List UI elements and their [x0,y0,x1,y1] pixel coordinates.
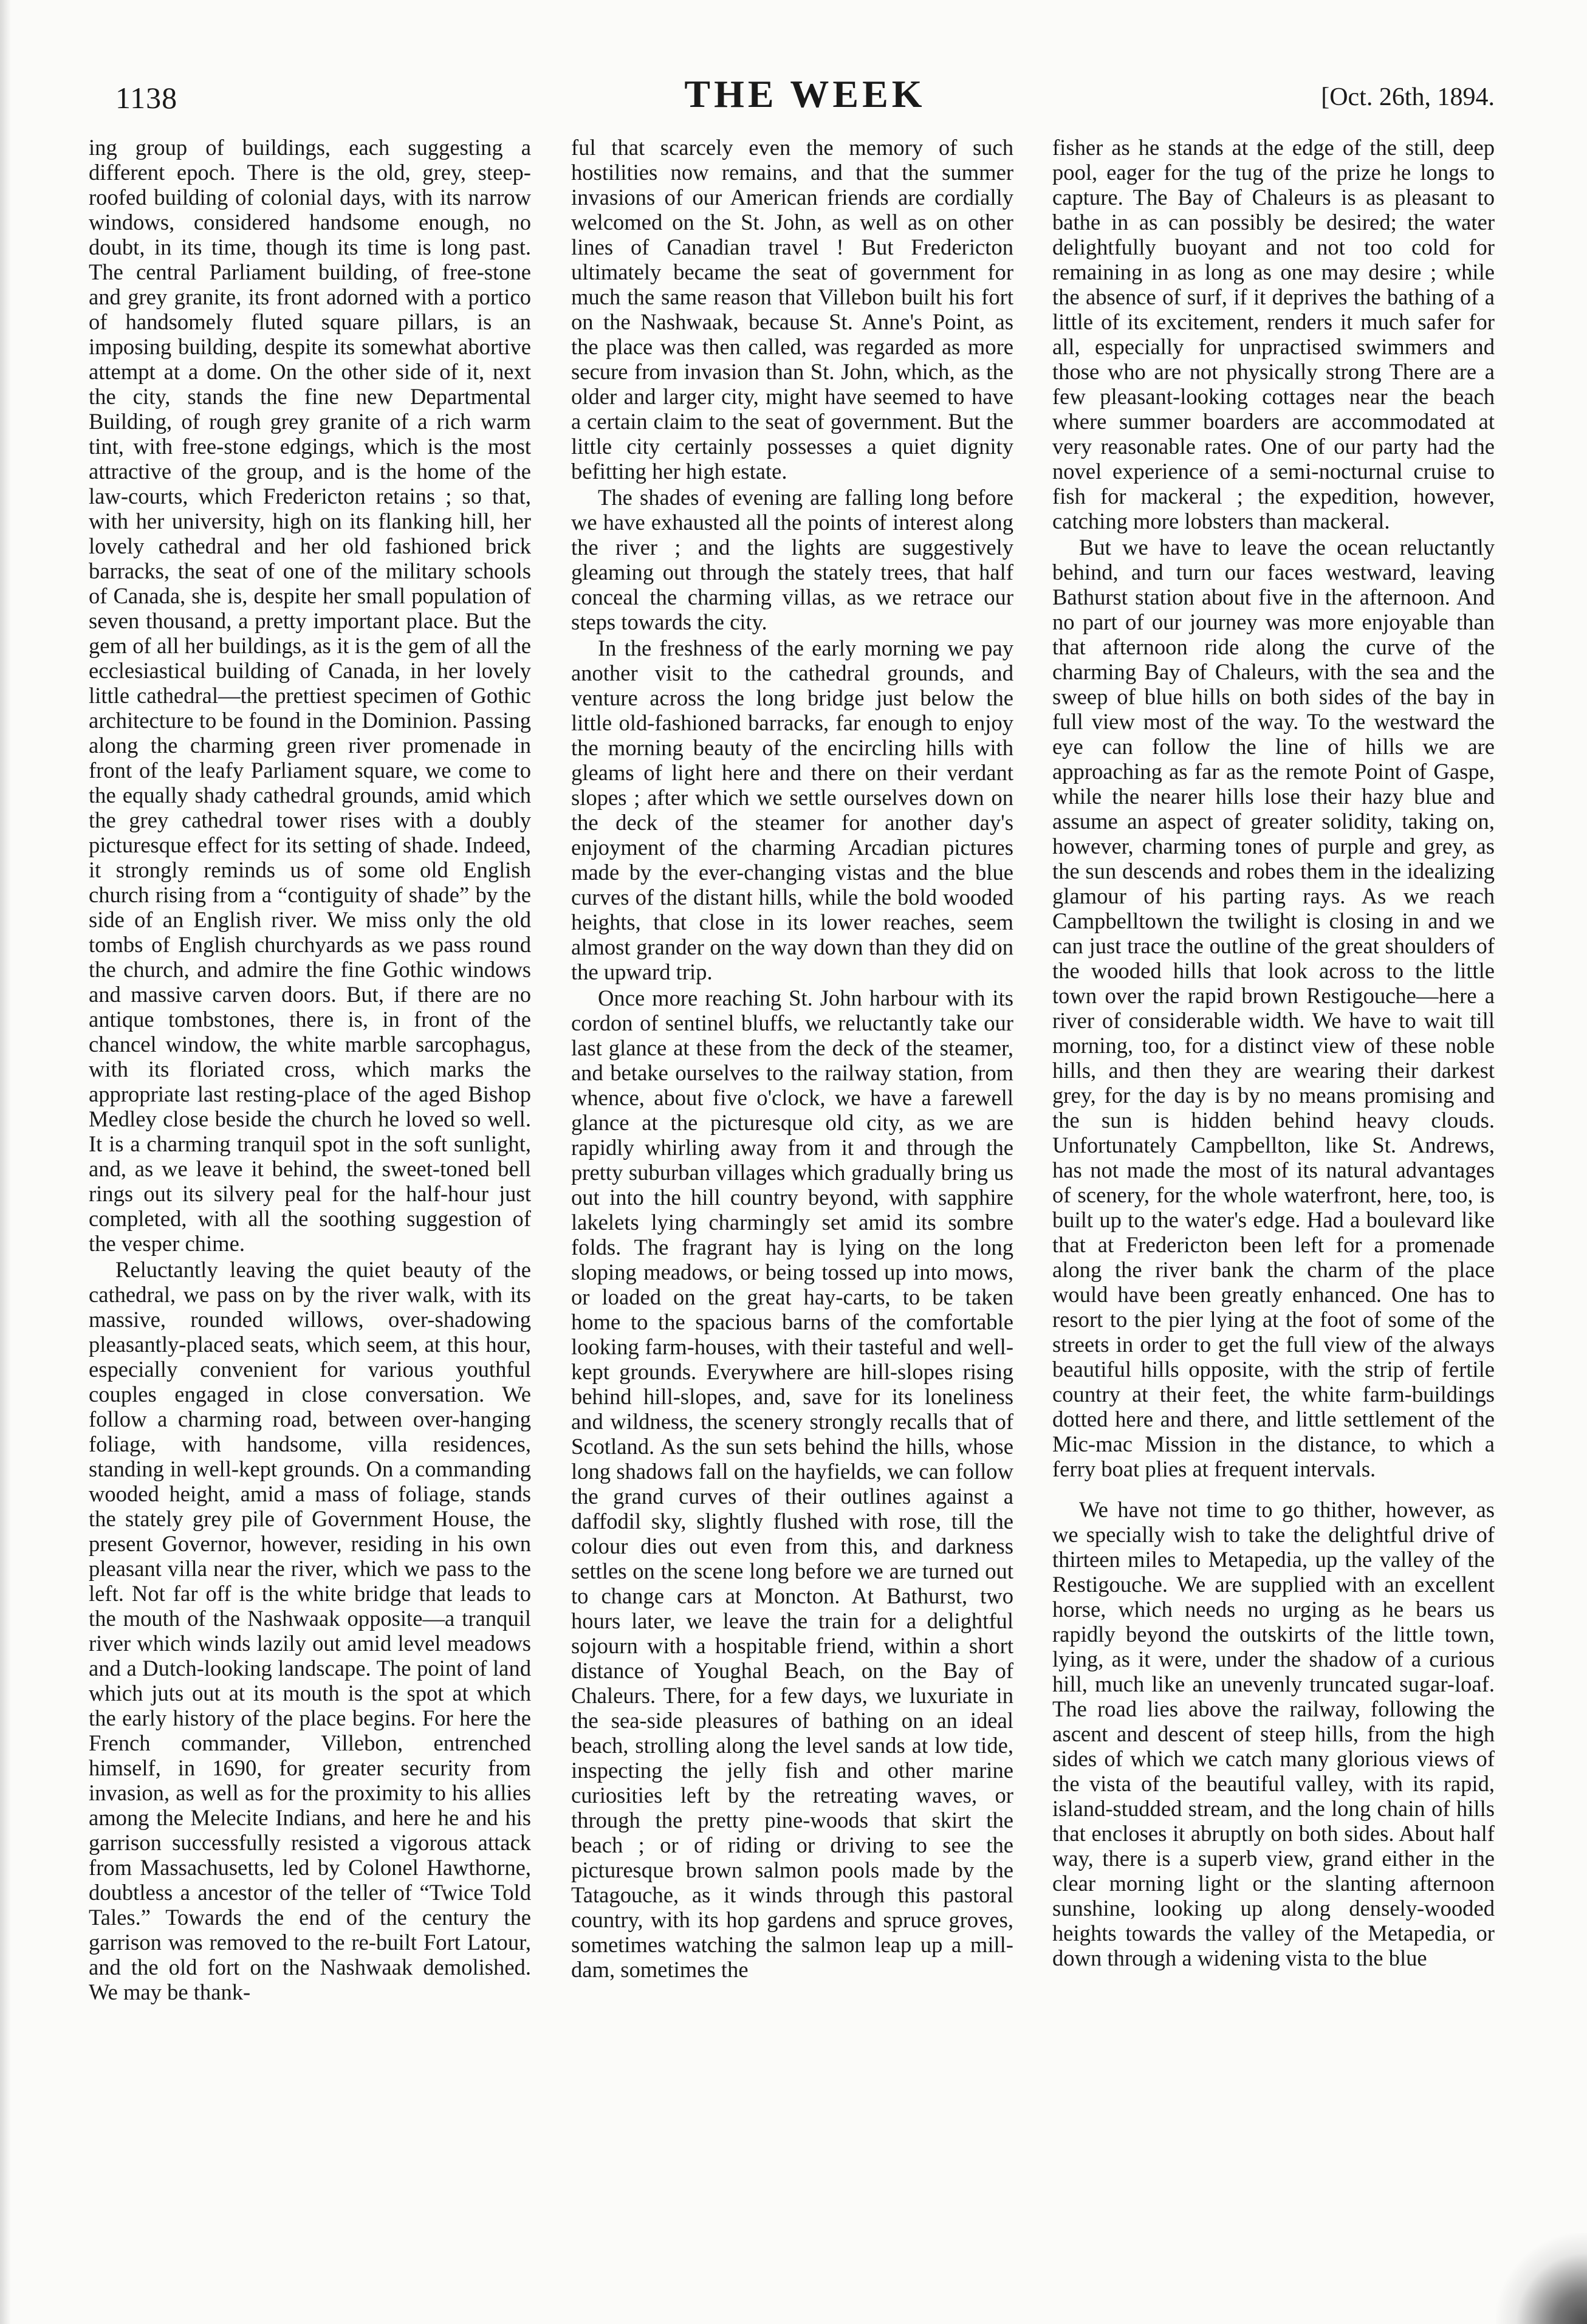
paragraph: ing group of buildings, each suggesting a different epoch. There is the old, grey, steep-roofed building of colonial days, with its narrow windows, considered handsome enough, no doubt, in its time, though its time is long past. The central Parliament building, of free-stone and grey granite, its front adorned with a portico of handsomely fluted square pillars, is an imposing building, despite its somewhat abortive attempt at a dome. On the other side of it, next the city, stands the fine new Departmental Building, of rough grey granite of a rich warm tint, with free-stone edgings, which is the most attractive of the group, and is the home of the law-courts, which Fredericton retains ; so that, with her university, high on its flanking hill, her lovely cathedral and her old fashioned brick barracks, the seat of one of the military schools of Canada, she is, despite her small population of seven thousand, a pretty important place. But the gem of all her buildings, as it is the gem of all the ecclesiastical building of Canada, in her lovely little cathedral—the prettiest specimen of Gothic architecture to be found in the Dominion. Passing along the charming green river promenade in front of the leafy Parliament square, we come to the equally shady cathedral grounds, amid which the grey cathedral tower rises with a doubly picturesque effect for its setting of shade. Indeed, it strongly reminds us of some old English church rising from a “contiguity of shade” by the side of an English river. We miss only the old tombs of English churchyards as we pass round the church, and admire the fine Gothic windows and massive carven doors. But, if there are no antique tombstones, there is, in front of the chancel window, the white marble sarcophagus, with its floriated cross, which marks the appropriate last resting-place of the aged Bishop Medley close beside the church he loved so well. It is a charming tranquil spot in the soft sunlight, and, as we leave it behind, the sweet-toned bell rings out its silvery peal for the half-hour just completed, with all the soothing suggestion of the vesper chime. [89,135,531,1256]
paragraph: We have not time to go thither, however, as we specially wish to take the delightful drive of thirteen miles to Metapedia, up the valley of the Restigouche. We are supplied with an excellent horse, which needs no urging as he bears us rapidly beyond the outskirts of the little town, lying, as it were, under the shadow of a curious hill, much like an unevenly truncated sugar-loaf. The road lies above the railway, following the ascent and descent of steep hills, from the high sides of which we catch many glorious views of the vista of the beautiful valley, with its rapid, island-studded stream, and the long chain of hills that encloses it abruptly on both sides. About half way, there is a superb view, grand either in the clear morning light or the slanting afternoon sunshine, looking up along densely-wooded heights towards the valley of the Metapedia, or down through a widening vista to the blue [1052,1497,1495,1970]
paragraph: But we have to leave the ocean reluctantly behind, and turn our faces westward, leaving Bathurst station about five in the afternoon. And no part of our journey was more enjoyable than that afternoon ride along the curve of the charming Bay of Chaleurs, with the sea and the sweep of blue hills on both sides of the bay in full view most of the way. To the westward the eye can follow the line of hills we are approaching as far as the remote Point of Gaspe, while the nearer hills lose their hazy blue and assume an aspect of greater solidity, taking on, however, charming tones of purple and grey, as the sun descends and robes them in the idealizing glamour of his parting rays. As we reach Campbelltown the twilight is closing in and we can just trace the outline of the great shoulders of the wooded hills that look across to the little town over the rapid brown Restigouche—here a river of considerable width. We have to wait till morning, too, for a distinct view of these noble hills, and then they are wearing their darkest grey, for the day is by no means promising and the sun is hidden behind heavy clouds. Unfortunately Campbellton, like St. Andrews, has not made the most of its natural advantages of scenery, for the whole waterfront, here, too, is built up to the water's edge. Had a boulevard like that at Fredericton been left for a promenade along the river bank the charm of the place would have been greatly enhanced. One has to resort to the pier lying at the foot of some of the streets in order to get the full view of the always beautiful hills opposite, with the strip of fertile country at their feet, the white farm-buildings dotted here and there, and little settlement of the Mic-mac Mission in the distance, to which a ferry boat plies at frequent intervals. [1052,535,1495,1481]
article-column-3 [1052,135,1495,2295]
page-corner-smudge [1496,2233,1587,2324]
paragraph: Reluctantly leaving the quiet beauty of the cathedral, we pass on by the river walk, with its massive, rounded willows, over-shadowing pleasantly-placed seats, which seem, at this hour, especially convenient for various youthful couples engaged in close conversation. We follow a charming road, between over-hanging foliage, with handsome, villa residences, standing in well-kept grounds. On a commanding wooded height, amid a mass of foliage, stands the stately grey pile of Government House, the present Governor, however, residing in his own pleasant villa near the river, which we pass to the left. Not far off is the white bridge that leads to the mouth of the Nashwaak opposite—a tranquil river which winds lazily out amid level meadows and a Dutch-looking landscape. The point of land which juts out at its mouth is the spot at which the early history of the place begins. For here the French commander, Villebon, entrenched himself, in 1690, for greater security from invasion, as well as for the proximity to his allies among the Melecite Indians, and here he and his garrison successfully resisted a vigorous attack from Massachusetts, led by Colonel Hawthorne, doubtless a ancestor of the teller of “Twice Told Tales.” Towards the end of the century the garrison was removed to the re-built Fort Latour, and the old fort on the Nashwaak demolished. We may be thank- [89,1257,531,2004]
paragraph: In the freshness of the early morning we pay another visit to the cathedral grounds, and venture across the long bridge just below the little old-fashioned barracks, far enough to enjoy the morning beauty of the encircling hills with gleams of light here and there on their verdant slopes ; after which we settle ourselves down on the deck of the steamer for another day's enjoyment of the charming Arcadian pictures made by the ever-changing vistas and the blue curves of the distant hills, while the bold wooded heights, that close in its lower reaches, seem almost grander on the way down than they did on the upward trip. [571,636,1013,984]
issue-date: [Oct. 26th, 1894. [1321,83,1495,111]
page-number: 1138 [115,81,178,115]
page-edge-shadow [0,0,11,2324]
paragraph: fisher as he stands at the edge of the still, deep pool, eager for the tug of the prize he longs to capture. The Bay of Chaleurs is as pleasant to bathe in as can possibly be desired; the water delightfully buoyant and not too cold for remaining in as long as one may desire ; while the absence of surf, if it deprives the bathing of a little of its excitement, renders it much safer for all, especially for unpractised swimmers and those who are not physically strong There are a few pleasant-looking cottages near the beach where summer boarders are accommodated at very reasonable rates. One of our party had the novel experience of a semi-nocturnal cruise to fish for mackeral ; the expedition, however, catching more lobsters than mackeral. [1052,135,1495,533]
masthead-title: THE WEEK [684,72,926,115]
paragraph: Once more reaching St. John harbour with its cordon of sentinel bluffs, we reluctantly take our last glance at these from the deck of the steamer, and betake ourselves to the railway station, from whence, about five o'clock, we have a farewell glance at the picturesque old city, as we are rapidly whirling away from it and through the pretty suburban villages which gradually bring us out into the hill country beyond, with sapphire lakelets lying charmingly set amid its sombre folds. The fragrant hay is lying on the long sloping meadows, or being tossed up into mows, or loaded on the great hay-carts, to be taken home to the spacious barns of the comfortable looking farm-houses, with their tasteful and well-kept grounds. Everywhere are hill-slopes rising behind hill-slopes, and, save for its loneliness and wildness, the scenery strongly recalls that of Scotland. As the sun sets behind the hills, whose long shadows fall on the hayfields, we can follow the grand curves of their outlines against a daffodil sky, slightly flushed with rose, till the colour dies out even from this, and darkness settles on the scene long before we are turned out to change cars at Moncton. At Bathurst, two hours later, we leave the train for a delightful sojourn with a hospitable friend, within a short distance of Youghal Beach, on the Bay of Chaleurs. There, for a few days, we luxuriate in the sea-side pleasures of bathing on an ideal beach, strolling along the level sands at low tide, inspecting the jelly fish and other marine curiosities left by the retreating waves, or through the pretty pine-woods that skirt the beach ; or of riding or driving to see the picturesque brown salmon pools made by the Tatagouche, as it winds through this pastoral country, with its hop gardens and spruce groves, sometimes watching the salmon leap up a mill-dam, sometimes the [571,985,1013,1982]
paragraph: ful that scarcely even the memory of such hostilities now remains, and that the summer invasions of our American friends are cordially welcomed on the St. John, as well as on other lines of Canadian travel ! But Fredericton ultimately became the seat of government for much the same reason that Villebon built his fort on the Nashwaak, because St. Anne's Point, as the place was then called, was regarded as more secure from invasion than St. John, which, as the older and larger city, might have seemed to have a certain claim to the seat of government. But the little city certainly possesses a quiet dignity befitting her high estate. [571,135,1013,484]
paragraph: The shades of evening are falling long before we have exhausted all the points of interest along the river ; and the lights are suggestively gleaming out through the stately trees, that half conceal the charming villas, as we retrace our steps towards the city. [571,485,1013,634]
article-column-1 [89,135,531,2295]
page-header [115,72,1495,126]
article-column-2 [571,135,1013,2295]
